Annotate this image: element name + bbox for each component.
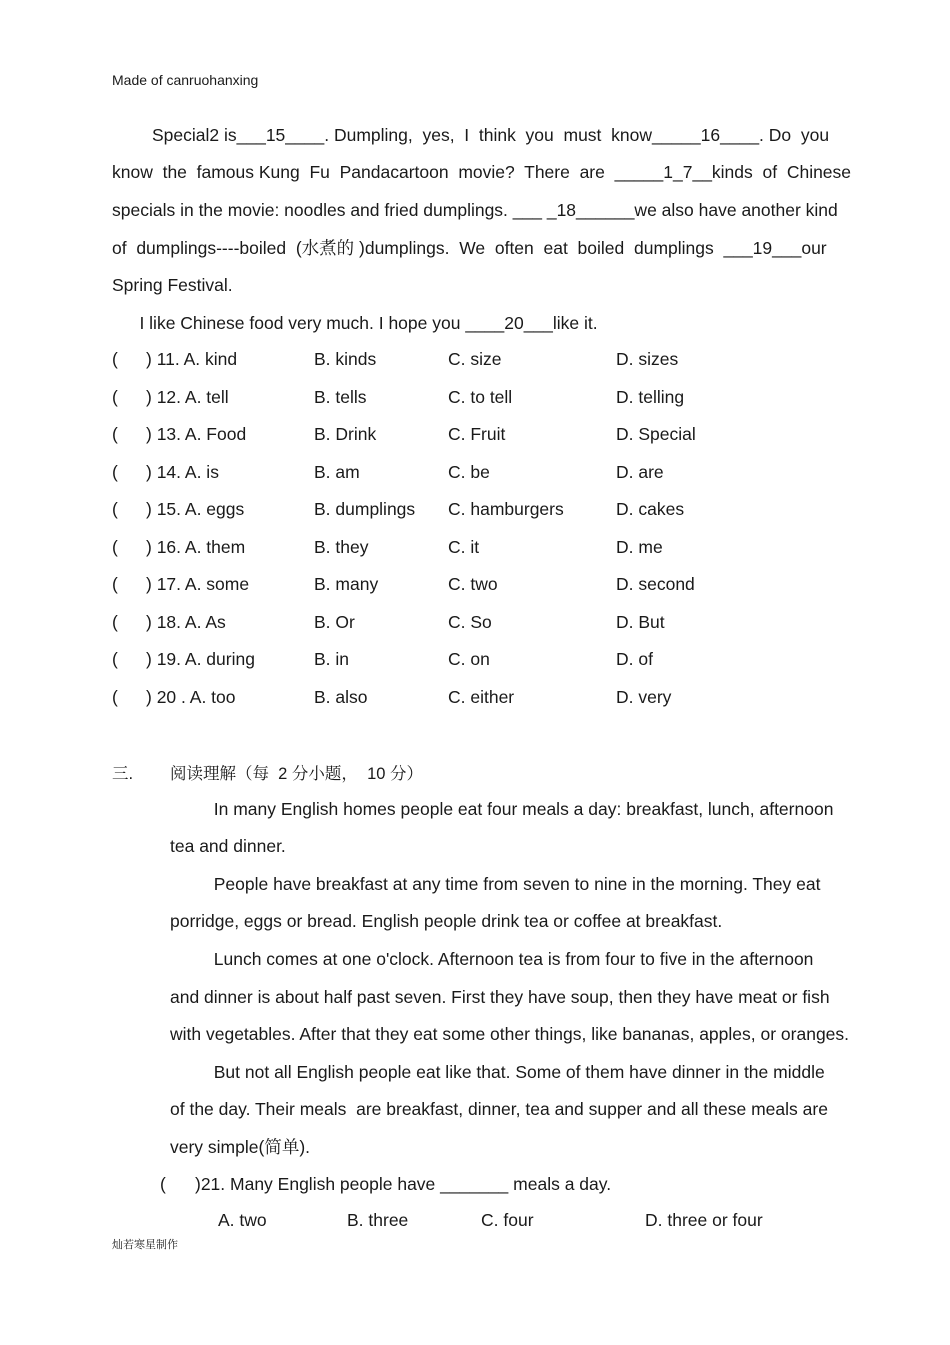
page-header: Made of canruohanxing	[112, 72, 259, 88]
option-d: D. cakes	[616, 499, 685, 519]
option-a: ) 19. A. during	[146, 649, 255, 669]
cloze-line: specials in the movie: noodles and fried dumplings. ___ _18______we also have another kind	[112, 200, 838, 220]
answer-paren[interactable]: (	[112, 537, 118, 557]
option-b: B. dumplings	[314, 499, 416, 519]
option-b: B. they	[314, 537, 369, 557]
cloze-line: I like Chinese food very much. I hope you ____20___like it.	[120, 313, 598, 333]
cloze-line: Spring Festival.	[112, 275, 233, 295]
option-d: D. me	[616, 537, 663, 557]
option-c: C. to tell	[448, 387, 513, 407]
option-d: D. are	[616, 462, 664, 482]
reading-line: Lunch comes at one o'clock. Afternoon tea is from four to five in the afternoon	[170, 949, 814, 969]
option-c: C. two	[448, 574, 498, 594]
answer-paren[interactable]: (	[112, 574, 118, 594]
option-c: C. either	[448, 687, 515, 707]
section-title: 阅读理解（每 2 分小题， 10 分）	[170, 765, 424, 783]
answer-paren[interactable]: (	[112, 387, 118, 407]
option-a: ) 11. A. kind	[146, 349, 238, 369]
option-b: B. kinds	[314, 349, 377, 369]
reading-line: But not all English people eat like that. Some of them have dinner in the middle	[170, 1062, 825, 1082]
option-a: ) 12. A. tell	[146, 387, 229, 407]
option-c: C. be	[448, 462, 490, 482]
option-d: D. of	[616, 649, 653, 669]
option-c: C. it	[448, 537, 480, 557]
reading-line: very simple(简单).	[170, 1137, 311, 1157]
option-d: D. sizes	[616, 349, 679, 369]
cloze-line: of dumplings----boiled (水煮的 )dumplings. We often eat boiled dumplings ___19___our	[112, 238, 827, 258]
option-b: B. also	[314, 687, 368, 707]
option-a: ) 15. A. eggs	[146, 499, 245, 519]
option-a: ) 17. A. some	[146, 574, 250, 594]
reading-line: People have breakfast at any time from seven to nine in the morning. They eat	[170, 874, 821, 894]
reading-line: tea and dinner.	[170, 836, 286, 856]
option-a: ) 20 . A. too	[146, 687, 236, 707]
option-a: ) 18. A. As	[146, 612, 226, 632]
option-a: A. two	[218, 1210, 267, 1230]
answer-paren[interactable]: (	[112, 424, 118, 444]
question-stem: ( )21. Many English people have _______ meals a day.	[160, 1174, 612, 1194]
option-a: ) 16. A. them	[146, 537, 246, 557]
option-d: D. very	[616, 687, 672, 707]
option-d: D. But	[616, 612, 665, 632]
option-b: B. tells	[314, 387, 367, 407]
option-c: C. on	[448, 649, 490, 669]
option-b: B. many	[314, 574, 379, 594]
answer-paren[interactable]: (	[112, 687, 118, 707]
cloze-line: Special2 is___15____. Dumpling, yes, I think you must know_____16____. Do you	[152, 125, 830, 145]
option-c: C. size	[448, 349, 502, 369]
option-b: B. in	[314, 649, 350, 669]
option-b: B. three	[347, 1210, 409, 1230]
reading-line: and dinner is about half past seven. First they have soup, then they have meat or fish	[170, 987, 830, 1007]
answer-paren[interactable]: (	[112, 649, 118, 669]
option-d: D. second	[616, 574, 695, 594]
reading-line: with vegetables. After that they eat some other things, like bananas, apples, or oranges.	[170, 1024, 850, 1044]
page-footer: 灿若寒星制作	[112, 1239, 178, 1251]
option-d: D. telling	[616, 387, 685, 407]
answer-paren[interactable]: (	[112, 349, 118, 369]
option-b: B. am	[314, 462, 360, 482]
answer-paren[interactable]: (	[112, 612, 118, 632]
option-c: C. four	[481, 1210, 534, 1230]
option-b: B. Or	[314, 612, 355, 632]
option-d: D. Special	[616, 424, 696, 444]
cloze-line: know the famous Kung Fu Pandacartoon movie? There are _____1_7__kinds of Chinese	[112, 162, 852, 182]
option-c: C. So	[448, 612, 492, 632]
section-number: 三.	[112, 765, 134, 783]
option-c: C. Fruit	[448, 424, 506, 444]
option-d: D. three or four	[645, 1210, 763, 1230]
reading-line: porridge, eggs or bread. English people drink tea or coffee at breakfast.	[170, 911, 723, 931]
answer-paren[interactable]: (	[112, 499, 118, 519]
option-a: ) 14. A. is	[146, 462, 219, 482]
reading-line: of the day. Their meals are breakfast, dinner, tea and supper and all these meals are	[170, 1099, 828, 1119]
reading-line: In many English homes people eat four meals a day: breakfast, lunch, afternoon	[170, 799, 834, 819]
option-a: ) 13. A. Food	[146, 424, 247, 444]
option-c: C. hamburgers	[448, 499, 564, 519]
answer-paren[interactable]: (	[112, 462, 118, 482]
option-b: B. Drink	[314, 424, 377, 444]
